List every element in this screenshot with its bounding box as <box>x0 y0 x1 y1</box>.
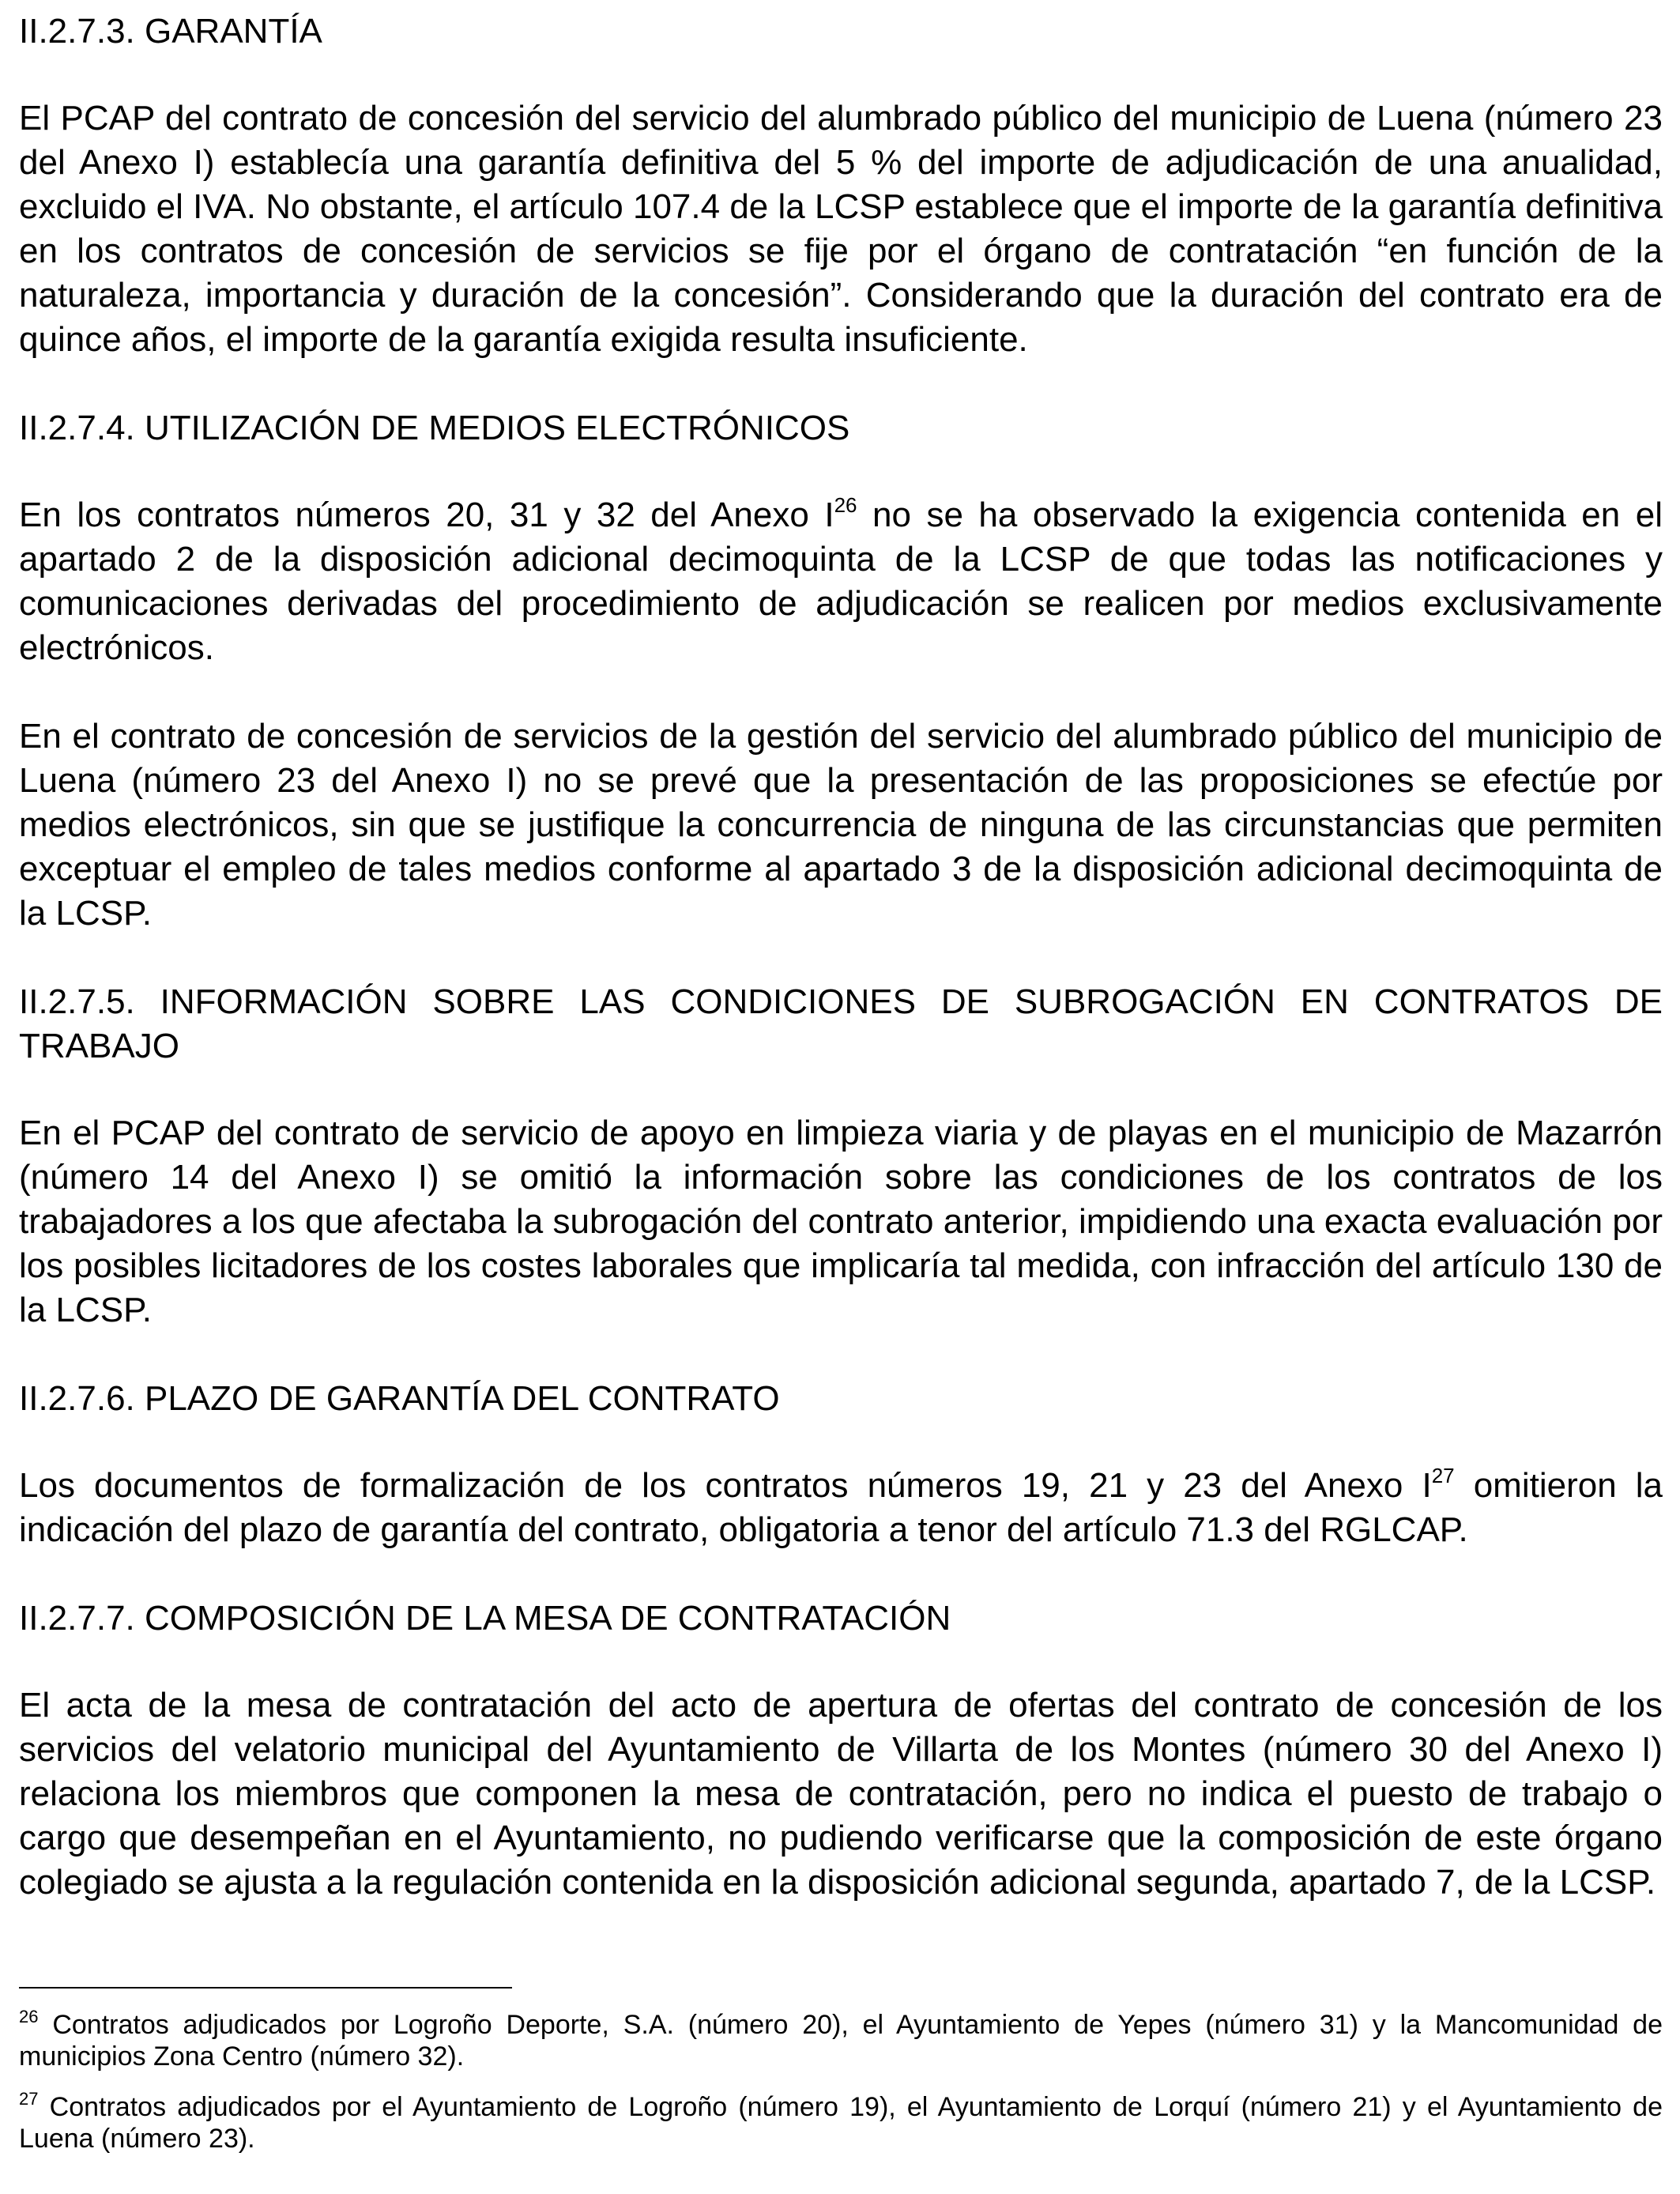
footnotes <box>19 1987 1663 2173</box>
paragraph-text: omitieron la indicación del plazo de garantía del contrato, obligatoria a tenor del artículo 71.3 del RGLCAP. <box>19 1466 1663 1549</box>
footnote-26 <box>19 2006 1663 2072</box>
footnote-ref-26[interactable]: 26 <box>834 493 857 518</box>
section-heading-medios-electronicos: II.2.7.4. UTILIZACIÓN DE MEDIOS ELECTRÓNICOS <box>19 409 850 447</box>
paragraph-text: Los documentos de formalización de los contratos números 19, 21 y 23 del Anexo I <box>19 1466 1432 1505</box>
paragraph-text: En los contratos números 20, 31 y 32 del Anexo I <box>19 496 834 534</box>
footnote-27 <box>19 2088 1663 2154</box>
footnote-number: 26 <box>19 2006 39 2026</box>
paragraph-mesa-contratacion: El acta de la mesa de contratación del acto de apertura de ofertas del contrato de concesión de los servicios del velatorio municipal del Ayuntamiento de Villarta de los Montes (número 30 del Anexo I) relaciona los miembros que componen la mesa de contratación, pero no indica el puesto de trabajo o cargo que desempeñan en el Ayuntamiento, no pudiendo verificarse que la composición de este órgano colegiado se ajusta a la regulación contenida en la disposición adicional segunda, apartado 7, de la LCSP. <box>19 1686 1663 1902</box>
paragraph-garantia: El PCAP del contrato de concesión del servicio del alumbrado público del municipio de Luena (número 23 del Anexo I) establecía una garantía definitiva del 5 % del importe de adjudicación de una anualidad, excluido el IVA. No obstante, el artículo 107.4 de la LCSP establece que el importe de la garantía definitiva en los contratos de concesión de servicios se fije por el órgano de contratación “en función de la naturaleza, importancia y duración de la concesión”. Considerando que la duración del contrato era de quince años, el importe de la garantía exigida resulta insuficiente. <box>19 99 1663 359</box>
footnote-divider <box>19 1987 512 1989</box>
section-heading-plazo-garantia: II.2.7.6. PLAZO DE GARANTÍA DEL CONTRATO <box>19 1379 780 1418</box>
document-body <box>19 9 1663 1949</box>
footnote-number: 27 <box>19 2088 39 2109</box>
footnote-text: Contratos adjudicados por el Ayuntamiento de Logroño (número 19), el Ayuntamiento de Lorquí (número 21) y el Ayuntamiento de Luena (número 23). <box>19 2092 1663 2154</box>
footnote-ref-27[interactable]: 27 <box>1431 1464 1455 1488</box>
section-heading-subrogacion: II.2.7.5. INFORMACIÓN SOBRE LAS CONDICIONES DE SUBROGACIÓN EN CONTRATOS DE TRABAJO <box>19 982 1663 1065</box>
section-heading-mesa-contratacion: II.2.7.7. COMPOSICIÓN DE LA MESA DE CONTRATACIÓN <box>19 1599 951 1638</box>
paragraph-medios-electronicos-2: En el contrato de concesión de servicios de la gestión del servicio del alumbrado público del municipio de Luena (número 23 del Anexo I) no se prevé que la presentación de las proposiciones se efectúe por medios electrónicos, sin que se justifique la concurrencia de ninguna de las circunstancias que permiten exceptuar el empleo de tales medios conforme al apartado 3 de la disposición adicional decimoquinta de la LCSP. <box>19 717 1663 933</box>
paragraph-subrogacion: En el PCAP del contrato de servicio de apoyo en limpieza viaria y de playas en el municipio de Mazarrón (número 14 del Anexo I) se omitió la información sobre las condiciones de los contratos de los trabajadores a los que afectaba la subrogación del contrato anterior, impidiendo una exacta evaluación por los posibles licitadores de los costes laborales que implicaría tal medida, con infracción del artículo 130 de la LCSP. <box>19 1114 1663 1329</box>
footnote-text: Contratos adjudicados por Logroño Deporte, S.A. (número 20), el Ayuntamiento de Yepes (número 31) y la Mancomunidad de municipios Zona Centro (número 32). <box>19 2010 1663 2071</box>
paragraph-medios-electronicos-1 <box>19 493 1663 670</box>
section-heading-garantia: II.2.7.3. GARANTÍA <box>19 12 322 51</box>
paragraph-text: no se ha observado la exigencia contenida en el apartado 2 de la disposición adicional decimoquinta de la LCSP de que todas las notificaciones y comunicaciones derivadas del procedimiento de adjudicación se realicen por medios exclusivamente electrónicos. <box>19 496 1663 667</box>
paragraph-plazo-garantia <box>19 1464 1663 1552</box>
